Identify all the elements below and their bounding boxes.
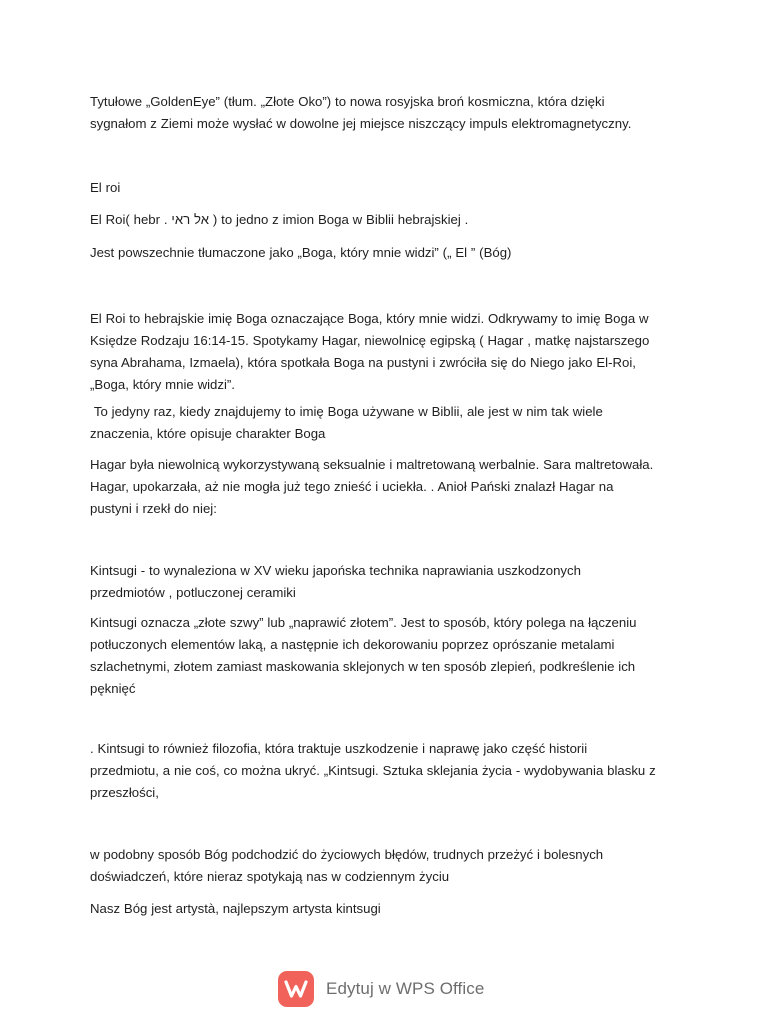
text-line: Hagar, upokarzała, aż nie mogła już tego znieść i uciekła. . Anioł Pański znalazł Hagar na [90, 479, 614, 494]
text-line: pustyni i rzekł do niej: [90, 501, 217, 516]
paragraph-hagar-intro [90, 308, 700, 396]
text-line: To jedyny raz, kiedy znajdujemy to imię Boga używane w Biblii, ale jest w nim tak wiele [90, 404, 603, 419]
text-line: przedmiotów , potluczonej ceramiki [90, 585, 296, 600]
edit-in-wps-office-label: Edytuj w WPS Office [326, 979, 485, 998]
heading-el-roi [90, 177, 700, 199]
paragraph-kintsugi-philosophy [90, 738, 700, 804]
text-line: Hagar była niewolnicą wykorzystywaną seksualnie i maltretowaną werbalnie. Sara maltretowała. [90, 457, 654, 472]
paragraph-kintsugi-meaning [90, 612, 700, 700]
text-line: „Boga, który mnie widzi”. [90, 377, 235, 392]
text-line: Jest powszechnie tłumaczone jako „Boga, który mnie widzi” („ El ” (Bóg) [90, 245, 512, 260]
text-line: znaczenia, które opisuje charakter Boga [90, 426, 326, 441]
paragraph-only-time [90, 401, 700, 445]
paragraph-god-artist [90, 898, 700, 920]
text-line: sygnałom z Ziemi może wysłać w dowolne jej miejsce niszczący impuls elektromagnetyczny. [90, 116, 632, 131]
text-line: El roi [90, 180, 121, 195]
text-line: El Roi( hebr . אל ראי ) to jedno z imion Boga w Biblii hebrajskiej . [90, 212, 469, 227]
paragraph-translation [90, 242, 700, 264]
paragraph-goldeneye [90, 91, 700, 135]
wps-office-logo-icon [278, 971, 314, 1007]
text-line: doświadczeń, które nieraz spotykają nas w codziennym życiu [90, 869, 450, 884]
text-line: El Roi to hebrajskie imię Boga oznaczające Boga, który mnie widzi. Odkrywamy to imię Boga w [90, 311, 649, 326]
text-line: Nasz Bóg jest artystà, najlepszym artysta kintsugi [90, 901, 381, 916]
paragraph-el-roi-hebrew [90, 209, 700, 231]
text-line: Kintsugi - to wynaleziona w XV wieku japońska technika naprawiania uszkodzonych [90, 563, 581, 578]
text-line: Tytułowe „GoldenEye” (tłum. „Złote Oko”) to nowa rosyjska broń kosmiczna, która dzięki [90, 94, 605, 109]
text-line: syna Abrahama, Izmaela), która spotkała Boga na pustyni i zwróciła się do Niego jako El-Roi, [90, 355, 636, 370]
paragraph-hagar-slave [90, 454, 700, 520]
text-line: przeszłości, [90, 785, 159, 800]
text-line: pęknięć [90, 681, 136, 696]
text-line: . Kintsugi to również filozofia, która traktuje uszkodzenie i naprawę jako część historii [90, 741, 588, 756]
edit-in-wps-office-button[interactable] [278, 970, 484, 1008]
text-line: w podobny sposób Bóg podchodzić do życiowych błędów, trudnych przeżyć i bolesnych [90, 847, 604, 862]
text-line: przedmiotu, a nie coś, co można ukryć. „Kintsugi. Sztuka sklejania życia - wydobywania blasku z [90, 763, 656, 778]
paragraph-god-approach [90, 844, 700, 888]
text-line: Kintsugi oznacza „złote szwy” lub „naprawić złotem”. Jest to sposób, który polega na łączeniu [90, 615, 637, 630]
text-line: szlachetnymi, złotem zamiast maskowania sklejonych w ten sposób zlepień, podkreślenie ich [90, 659, 636, 674]
text-line: potłuczonych elementów laką, a następnie ich dekorowaniu poprzez oprószanie metalami [90, 637, 615, 652]
text-line: Księdze Rodzaju 16:14-15. Spotykamy Hagar, niewolnicę egipską ( Hagar , matkę najstarszego [90, 333, 650, 348]
paragraph-kintsugi-definition [90, 560, 700, 604]
